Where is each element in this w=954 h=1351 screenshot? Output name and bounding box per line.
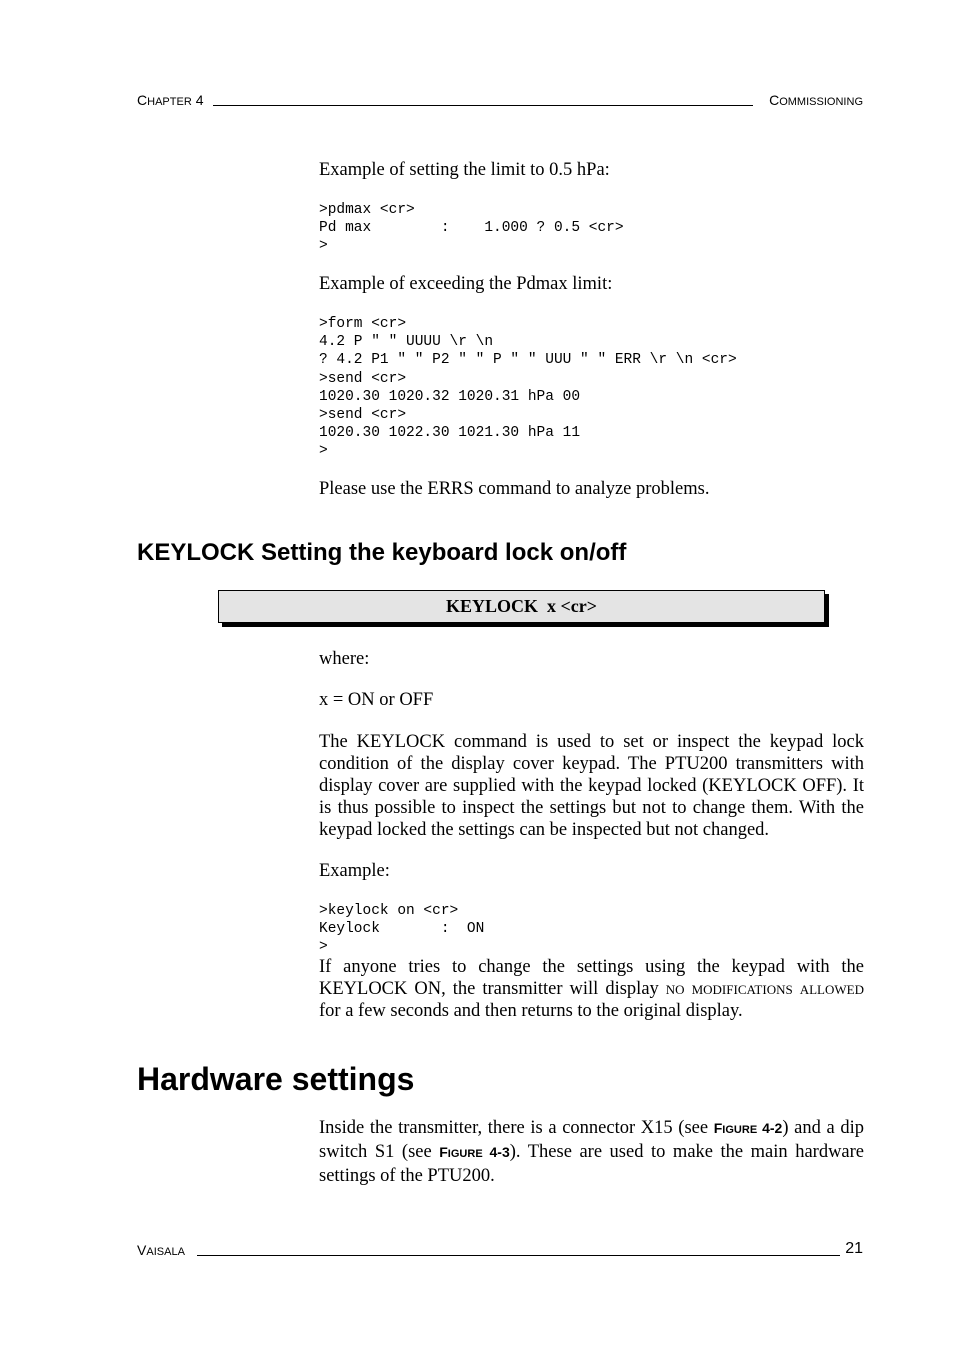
header-rule — [213, 105, 753, 106]
paragraph-where: where: — [319, 649, 370, 669]
command-syntax-box: KEYLOCK x <cr> — [218, 590, 825, 623]
hardware-text-2: ) and a dip switch S1 (see — [319, 1118, 864, 1162]
paragraph-errs: Please use the ERRS command to analyze problems. — [319, 479, 710, 499]
footer-company-text: VAISALA — [137, 1242, 185, 1258]
figure-ref-4-2-link[interactable]: FIGURE 4-2 — [713, 1120, 783, 1136]
display-message: no modifications allowed — [665, 979, 864, 999]
paragraph-x-values: x = ON or OFF — [319, 690, 434, 710]
paragraph-example-exceed: Example of exceeding the Pdmax limit: — [319, 274, 613, 294]
running-header-section — [769, 91, 863, 111]
section-heading-hardware: Hardware settings — [137, 1061, 415, 1097]
figure-ref-4-3-link[interactable]: FIGURE 4-3 — [439, 1144, 510, 1160]
page-number: 21 — [845, 1240, 863, 1257]
running-header-chapter — [137, 91, 203, 111]
section-heading-keylock: KEYLOCK Setting the keyboard lock on/off — [137, 539, 627, 566]
paragraph-example: Example: — [319, 861, 390, 881]
footer-rule — [197, 1255, 840, 1256]
hardware-text-1: Inside the transmitter, there is a connector X15 (see — [319, 1118, 714, 1138]
code-block-form: >form <cr> 4.2 P " " UUUU \r \n ? 4.2 P1 " " P2 " " P " " UUU " " ERR \r \n <cr> >send <cr> 1020.30 1020.32 1020.31 hPa 00 >send <cr> 1020.30 1022.30 1021.30 hPa 11 > — [319, 316, 737, 460]
header-chapter-text: CHAPTER 4 — [137, 92, 204, 108]
header-section-text: COMMISSIONING — [769, 92, 863, 108]
paragraph-hardware — [319, 1117, 864, 1187]
code-block-keylock: >keylock on <cr> Keylock : ON > — [319, 903, 485, 956]
keylock-on-text-end: for a few seconds and then returns to the original display. — [319, 1001, 743, 1021]
paragraph-keylock-description: The KEYLOCK command is used to set or inspect the keypad lock condition of the display cover keypad. The PTU200 transmitters with display cover are supplied with the keypad locked (KEYLOCK OFF). It is thus possible to inspect the settings but not to change them. With the keypad locked the settings can be inspected but not changed. — [319, 732, 864, 840]
paragraph-example-limit: Example of setting the limit to 0.5 hPa: — [319, 160, 610, 180]
hardware-text-3: ). These are used to make the main hardware settings of the PTU200. — [319, 1142, 865, 1186]
code-block-pdmax: >pdmax <cr> Pd max : 1.000 ? 0.5 <cr> > — [319, 202, 624, 255]
keylock-on-text-start: If anyone tries to change the settings using the keypad with the KEYLOCK ON, the transmitter will display — [319, 957, 864, 999]
running-footer-company — [137, 1241, 185, 1261]
paragraph-keylock-on — [319, 956, 864, 1022]
